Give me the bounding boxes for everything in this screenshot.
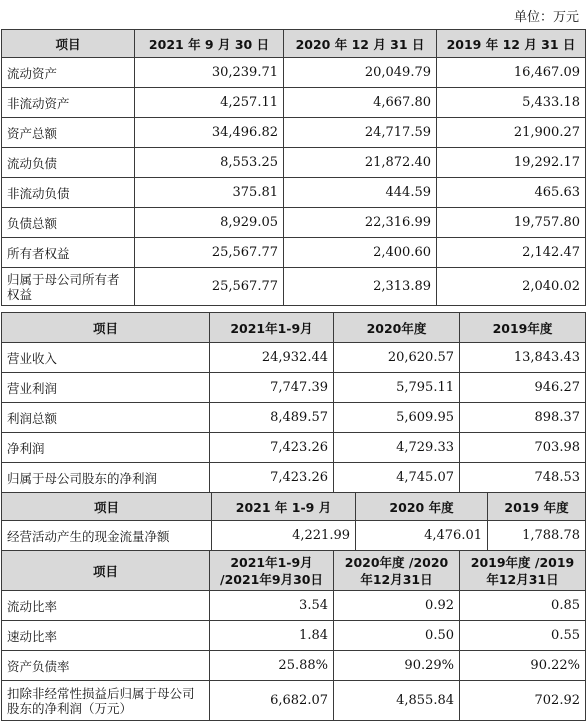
table-row [2, 463, 586, 493]
header-cell: 2019年度 /2019年12月31日 [460, 551, 586, 591]
row-label: 资产负债率 [2, 651, 210, 681]
value-cell: 90.29% [334, 651, 460, 681]
table-row [2, 88, 586, 118]
header-cell: 项目 [2, 30, 135, 58]
table-row [2, 238, 586, 268]
table-row [2, 651, 586, 681]
header-cell: 2021年1-9月 [210, 313, 334, 343]
table-header-row [2, 493, 586, 521]
income-statement-table [1, 312, 586, 493]
header-cell: 项目 [2, 313, 210, 343]
value-cell: 8,553.25 [135, 148, 284, 178]
value-cell: 2,313.89 [284, 268, 437, 306]
value-cell: 4,476.01 [356, 521, 488, 551]
value-cell: 25,567.77 [135, 238, 284, 268]
value-cell: 0.92 [334, 591, 460, 621]
row-label: 负债总额 [2, 208, 135, 238]
table-row [2, 521, 586, 551]
balance-sheet-table [1, 29, 586, 306]
value-cell: 4,257.11 [135, 88, 284, 118]
row-label: 所有者权益 [2, 238, 135, 268]
value-cell: 5,433.18 [437, 88, 586, 118]
header-cell: 2021年1-9月 /2021年9月30日 [210, 551, 334, 591]
row-label: 营业收入 [2, 343, 210, 373]
value-cell: 4,729.33 [334, 433, 460, 463]
value-cell: 90.22% [460, 651, 586, 681]
header-cell: 2020年度 [334, 313, 460, 343]
row-label: 非流动资产 [2, 88, 135, 118]
value-cell: 5,795.11 [334, 373, 460, 403]
value-cell: 19,292.17 [437, 148, 586, 178]
value-cell: 24,717.59 [284, 118, 437, 148]
value-cell: 748.53 [460, 463, 586, 493]
header-cell: 2019年度 [460, 313, 586, 343]
row-label: 资产总额 [2, 118, 135, 148]
value-cell: 24,932.44 [210, 343, 334, 373]
value-cell: 5,609.95 [334, 403, 460, 433]
value-cell: 22,316.99 [284, 208, 437, 238]
value-cell: 4,855.84 [334, 681, 460, 721]
value-cell: 2,142.47 [437, 238, 586, 268]
value-cell: 8,489.57 [210, 403, 334, 433]
header-cell: 2020 年 12 月 31 日 [284, 30, 437, 58]
header-cell: 2021 年 1-9 月 [212, 493, 356, 521]
value-cell: 375.81 [135, 178, 284, 208]
row-label: 流动负债 [2, 148, 135, 178]
table-row [2, 208, 586, 238]
value-cell: 703.98 [460, 433, 586, 463]
value-cell: 7,423.26 [210, 463, 334, 493]
table-header-row [2, 313, 586, 343]
header-cell: 项目 [2, 493, 212, 521]
value-cell: 4,745.07 [334, 463, 460, 493]
header-cell: 2021 年 9 月 30 日 [135, 30, 284, 58]
table-row [2, 58, 586, 88]
value-cell: 6,682.07 [210, 681, 334, 721]
header-cell: 项目 [2, 551, 210, 591]
row-label: 经营活动产生的现金流量净额 [2, 521, 212, 551]
value-cell: 2,040.02 [437, 268, 586, 306]
value-cell: 2,400.60 [284, 238, 437, 268]
cashflow-table [1, 492, 586, 551]
value-cell: 13,843.43 [460, 343, 586, 373]
header-cell: 2019 年度 [488, 493, 586, 521]
value-cell: 19,757.80 [437, 208, 586, 238]
row-label: 营业利润 [2, 373, 210, 403]
value-cell: 0.85 [460, 591, 586, 621]
value-cell: 702.92 [460, 681, 586, 721]
row-label: 净利润 [2, 433, 210, 463]
table-row [2, 178, 586, 208]
ratios-table [1, 550, 586, 721]
table-row [2, 591, 586, 621]
table-row [2, 681, 586, 721]
value-cell: 16,467.09 [437, 58, 586, 88]
row-label: 非流动负债 [2, 178, 135, 208]
value-cell: 1,788.78 [488, 521, 586, 551]
row-label: 利润总额 [2, 403, 210, 433]
header-cell: 2020 年度 [356, 493, 488, 521]
table-row [2, 621, 586, 651]
value-cell: 21,900.27 [437, 118, 586, 148]
value-cell: 25.88% [210, 651, 334, 681]
header-cell: 2020年度 /2020年12月31日 [334, 551, 460, 591]
value-cell: 20,620.57 [334, 343, 460, 373]
table-row [2, 118, 586, 148]
table-header-row [2, 30, 586, 58]
value-cell: 21,872.40 [284, 148, 437, 178]
row-label: 速动比率 [2, 621, 210, 651]
value-cell: 0.55 [460, 621, 586, 651]
value-cell: 3.54 [210, 591, 334, 621]
value-cell: 34,496.82 [135, 118, 284, 148]
table-row [2, 343, 586, 373]
row-label: 扣除非经常性损益后归属于母公司股东的净利润（万元） [2, 681, 210, 721]
row-label: 归属于母公司股东的净利润 [2, 463, 210, 493]
header-cell: 2019 年 12 月 31 日 [437, 30, 586, 58]
value-cell: 7,423.26 [210, 433, 334, 463]
row-label: 流动比率 [2, 591, 210, 621]
value-cell: 946.27 [460, 373, 586, 403]
value-cell: 4,667.80 [284, 88, 437, 118]
value-cell: 25,567.77 [135, 268, 284, 306]
value-cell: 444.59 [284, 178, 437, 208]
table-row [2, 403, 586, 433]
value-cell: 7,747.39 [210, 373, 334, 403]
row-label: 归属于母公司所有者权益 [2, 268, 135, 306]
value-cell: 1.84 [210, 621, 334, 651]
value-cell: 20,049.79 [284, 58, 437, 88]
value-cell: 8,929.05 [135, 208, 284, 238]
value-cell: 0.50 [334, 621, 460, 651]
unit-label: 单位：万元 [513, 10, 579, 25]
table-row [2, 148, 586, 178]
table-header-row [2, 551, 586, 591]
table-row [2, 268, 586, 306]
value-cell: 465.63 [437, 178, 586, 208]
value-cell: 30,239.71 [135, 58, 284, 88]
row-label: 流动资产 [2, 58, 135, 88]
table-row [2, 433, 586, 463]
table-row [2, 373, 586, 403]
value-cell: 898.37 [460, 403, 586, 433]
value-cell: 4,221.99 [212, 521, 356, 551]
